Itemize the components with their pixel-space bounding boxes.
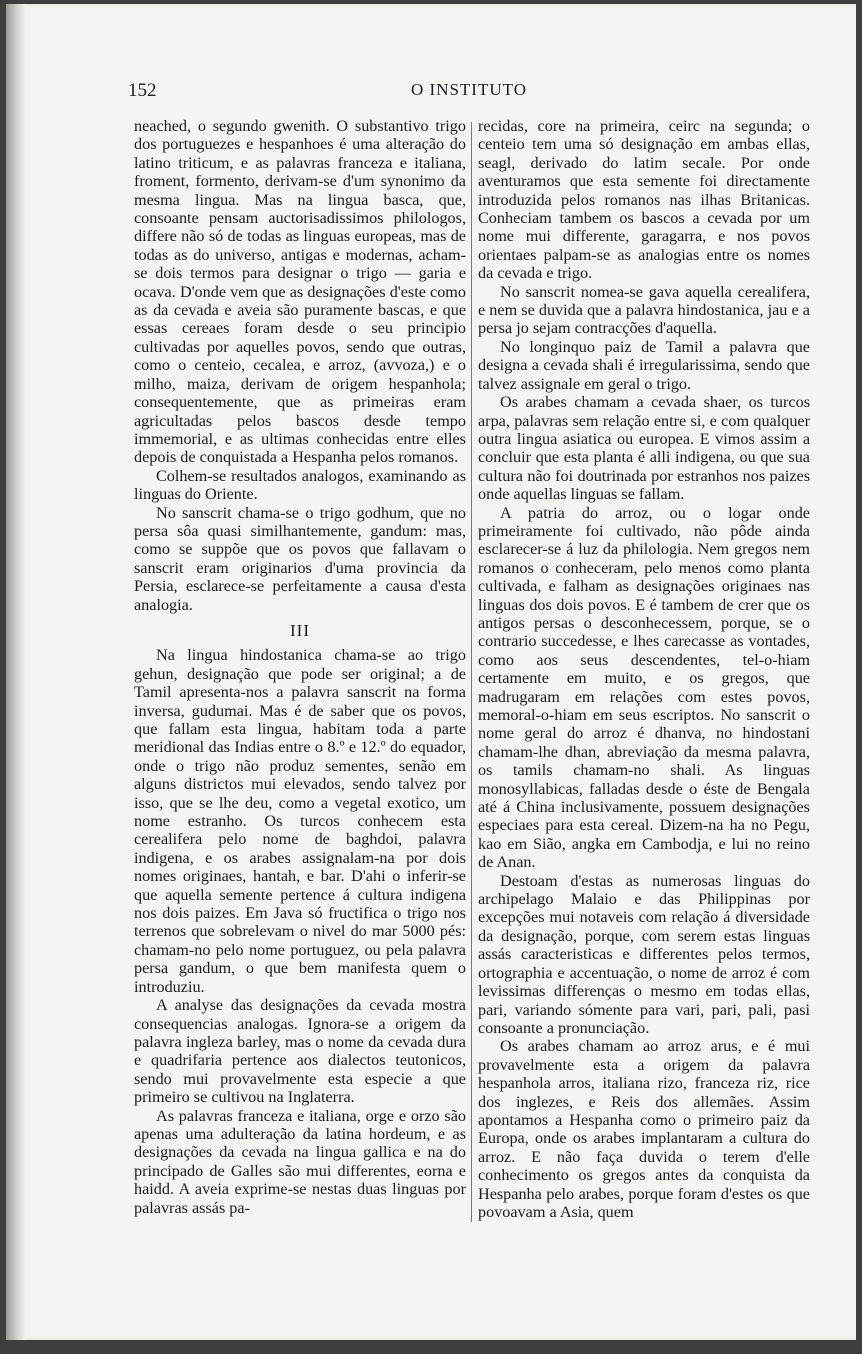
paragraph: recidas, core na primeira, ceirc na segunda; o centeio tem uma só designação em ambas ellas, seagl, derivado do latim secale. Por onde aventuramos que esta semente foi directamente introduzida pelos romanos nas ilhas Britanicas. Conheciam tambem os bascos a cevada por um nome mui differente, garagarra, e nos povos orientaes palpam-se as analogias entre os nomes da cevada e trigo. [478, 117, 810, 283]
paragraph: A analyse das designações da cevada mostra consequencias analogas. Ignora-se a origem da palavra ingleza barley, mas o nome da cevada dura e quadrifaria pertence aos dialectos teutonicos, sendo mui provavelmente esta especie a que primeiro se cultivou na Inglaterra. [134, 996, 466, 1107]
page-binding-shadow [6, 4, 26, 1340]
running-head: O INSTITUTO [411, 80, 527, 99]
page-number: 152 [128, 80, 157, 101]
paragraph: No sanscrit chama-se o trigo godhum, que no persa sôa quasi similhantemente, gandum: mas, como se suppõe que os povos que fallavam o sanscrit eram originarios d'uma provincia da Persia, esclarece-se perfeitamente a causa d'esta analogia. [134, 503, 466, 614]
page-header [6, 80, 856, 106]
paragraph: Os arabes chamam ao arroz arus, e é mui provavelmente esta a origem da palavra hespanhola arros, italiana rizo, franceza riz, rice dos inglezes, e Reis dos allemães. Assim apontamos a Hespanha como o primeiro paiz da Europa, onde os arabes implantaram a cultura do arroz. E não faça duvida o terem d'elle conhecimento os gregos antes da conquista da Hespanha pelo arabes, porque foram d'estes os que povoavam a Asia, quem [478, 1037, 810, 1221]
paragraph: neached, o segundo gwenith. O substantivo trigo dos portuguezes e hespanhoes é uma alteração do latino triticum, e as palavras franceza e italiana, froment, formento, derivam-se d'um synonimo da mesma lingua. Mas na lingua basca, que, consoante pensam auctorisadissimos philologos, differe não só de todas as linguas europeas, mas de todas as do universo, antigas e modernas, acham-se dois termos para designar o trigo — garia e ocava. D'onde vem que as designações d'este como as da cevada e aveia são puramente bascas, e que essas cereaes foram desde o seu principio cultivadas por aquelles povos, sendo que outras, como o centeio, cecalea, e arroz, (avvoza,) e o milho, maiza, derivam de origem hespanhola; consequentemente, que as primeiras eram agricultadas pelos bascos desde tempo immemorial, e as ultimas conhecidas entre elles depois de conquistada a Hespanha pelos romanos. [134, 117, 466, 467]
book-page [6, 4, 856, 1340]
paragraph: No longinquo paiz de Tamil a palavra que designa a cevada shali é irregularissima, sendo que talvez assignale em geral o trigo. [478, 337, 810, 393]
paragraph: No sanscrit nomea-se gava aquella cerealifera, e nem se duvida que a palavra hindostanica, jau e a persa jo sejam contracções d'aquella. [478, 282, 810, 338]
section-heading: III [290, 620, 310, 640]
right-column [478, 117, 810, 1221]
paragraph: A patria do arroz, ou o logar onde primeiramente foi cultivado, não pôde ainda esclarecer-se á luz da philologia. Nem gregos nem romanos o conheceram, pelo menos como planta cultivada, e falham as designações originaes nas linguas dos dois povos. E é tambem de crer que os antigos persas o desconhecessem, porque, se o contrario succedesse, e lhes carecasse as vontades, como aos seus descendentes, tel-o-hiam certamente em muito, e os gregos, que madrugaram em relações com estes povos, memoral-o-hiam em seus escriptos. No sanscrit o nome geral do arroz é dhanva, no hindostani chamam-lhe dhan, abreviação da mesma palavra, os tamils chamam-no shali. As linguas monosyllabicas, falladas desde o éste de Bengala até á China inclusivamente, possuem designações especiaes para esta cereal. Dizem-na ha no Pegu, kao em Sião, angka em Cambodja, e lui no reino de Anan. [478, 503, 810, 872]
left-column [134, 117, 466, 1217]
paragraph: Os arabes chamam a cevada shaer, os turcos arpa, palavras sem relação entre si, e com qualquer outra lingua asiatica ou europea. E vimos assim a concluir que esta planta é alli indigena, ou que sua cultura não foi doutrinada por estranhos nos paizes onde aquellas linguas se fallam. [478, 393, 810, 504]
paragraph: As palavras franceza e italiana, orge e orzo são apenas uma adulteração da latina hordeum, e as designações da cevada na lingua gallica e na do principado de Galles são mui differentes, eorna e haidd. A aveia exprime-se nestas duas linguas por palavras assás pa- [134, 1106, 466, 1217]
paragraph: Colhem-se resultados analogos, examinando as linguas do Oriente. [134, 466, 466, 504]
column-divider [471, 122, 472, 1222]
paragraph: Destoam d'estas as numerosas linguas do archipelago Malaio e das Philippinas por excepções mui notaveis com relação á diversidade da designação, porque, com serem estas linguas assás caracteristicas e differentes pelos termos, ortographia e accentuação, o nome de arroz é com levissimas differenças o mesmo em todas ellas, pari, variando sómente para vari, pari, pali, pasi consoante a pronunciação. [478, 871, 810, 1037]
paragraph: Na lingua hindostanica chama-se ao trigo gehun, designação que pode ser original; a de Tamil apresenta-nos a palavra sanscrit na forma inversa, gudumai. Mas é de saber que os povos, que fallam esta lingua, habitam toda a parte meridional das Indias entre o 8.º e 12.º do equador, onde o trigo não produz sementes, senão em alguns districtos mui elevados, sendo talvez por isso, que se lhe deu, como a vegetal exotico, um nome estranho. Os turcos conhecem esta cerealifera pelo nome de baghdoi, palavra indigena, e os arabes assignalam-na por dois nomes originaes, hantah, e bar. D'ahi o inferir-se que aquella semente pertence á cultura indigena nos dois paizes. Em Java só fructifica o trigo nos terrenos que sobrelevam o nivel do mar 5000 pés: chamam-no pelo nome portuguez, ou pela palavra persa gandum, o que bem manifesta quem o introduziu. [134, 646, 466, 996]
